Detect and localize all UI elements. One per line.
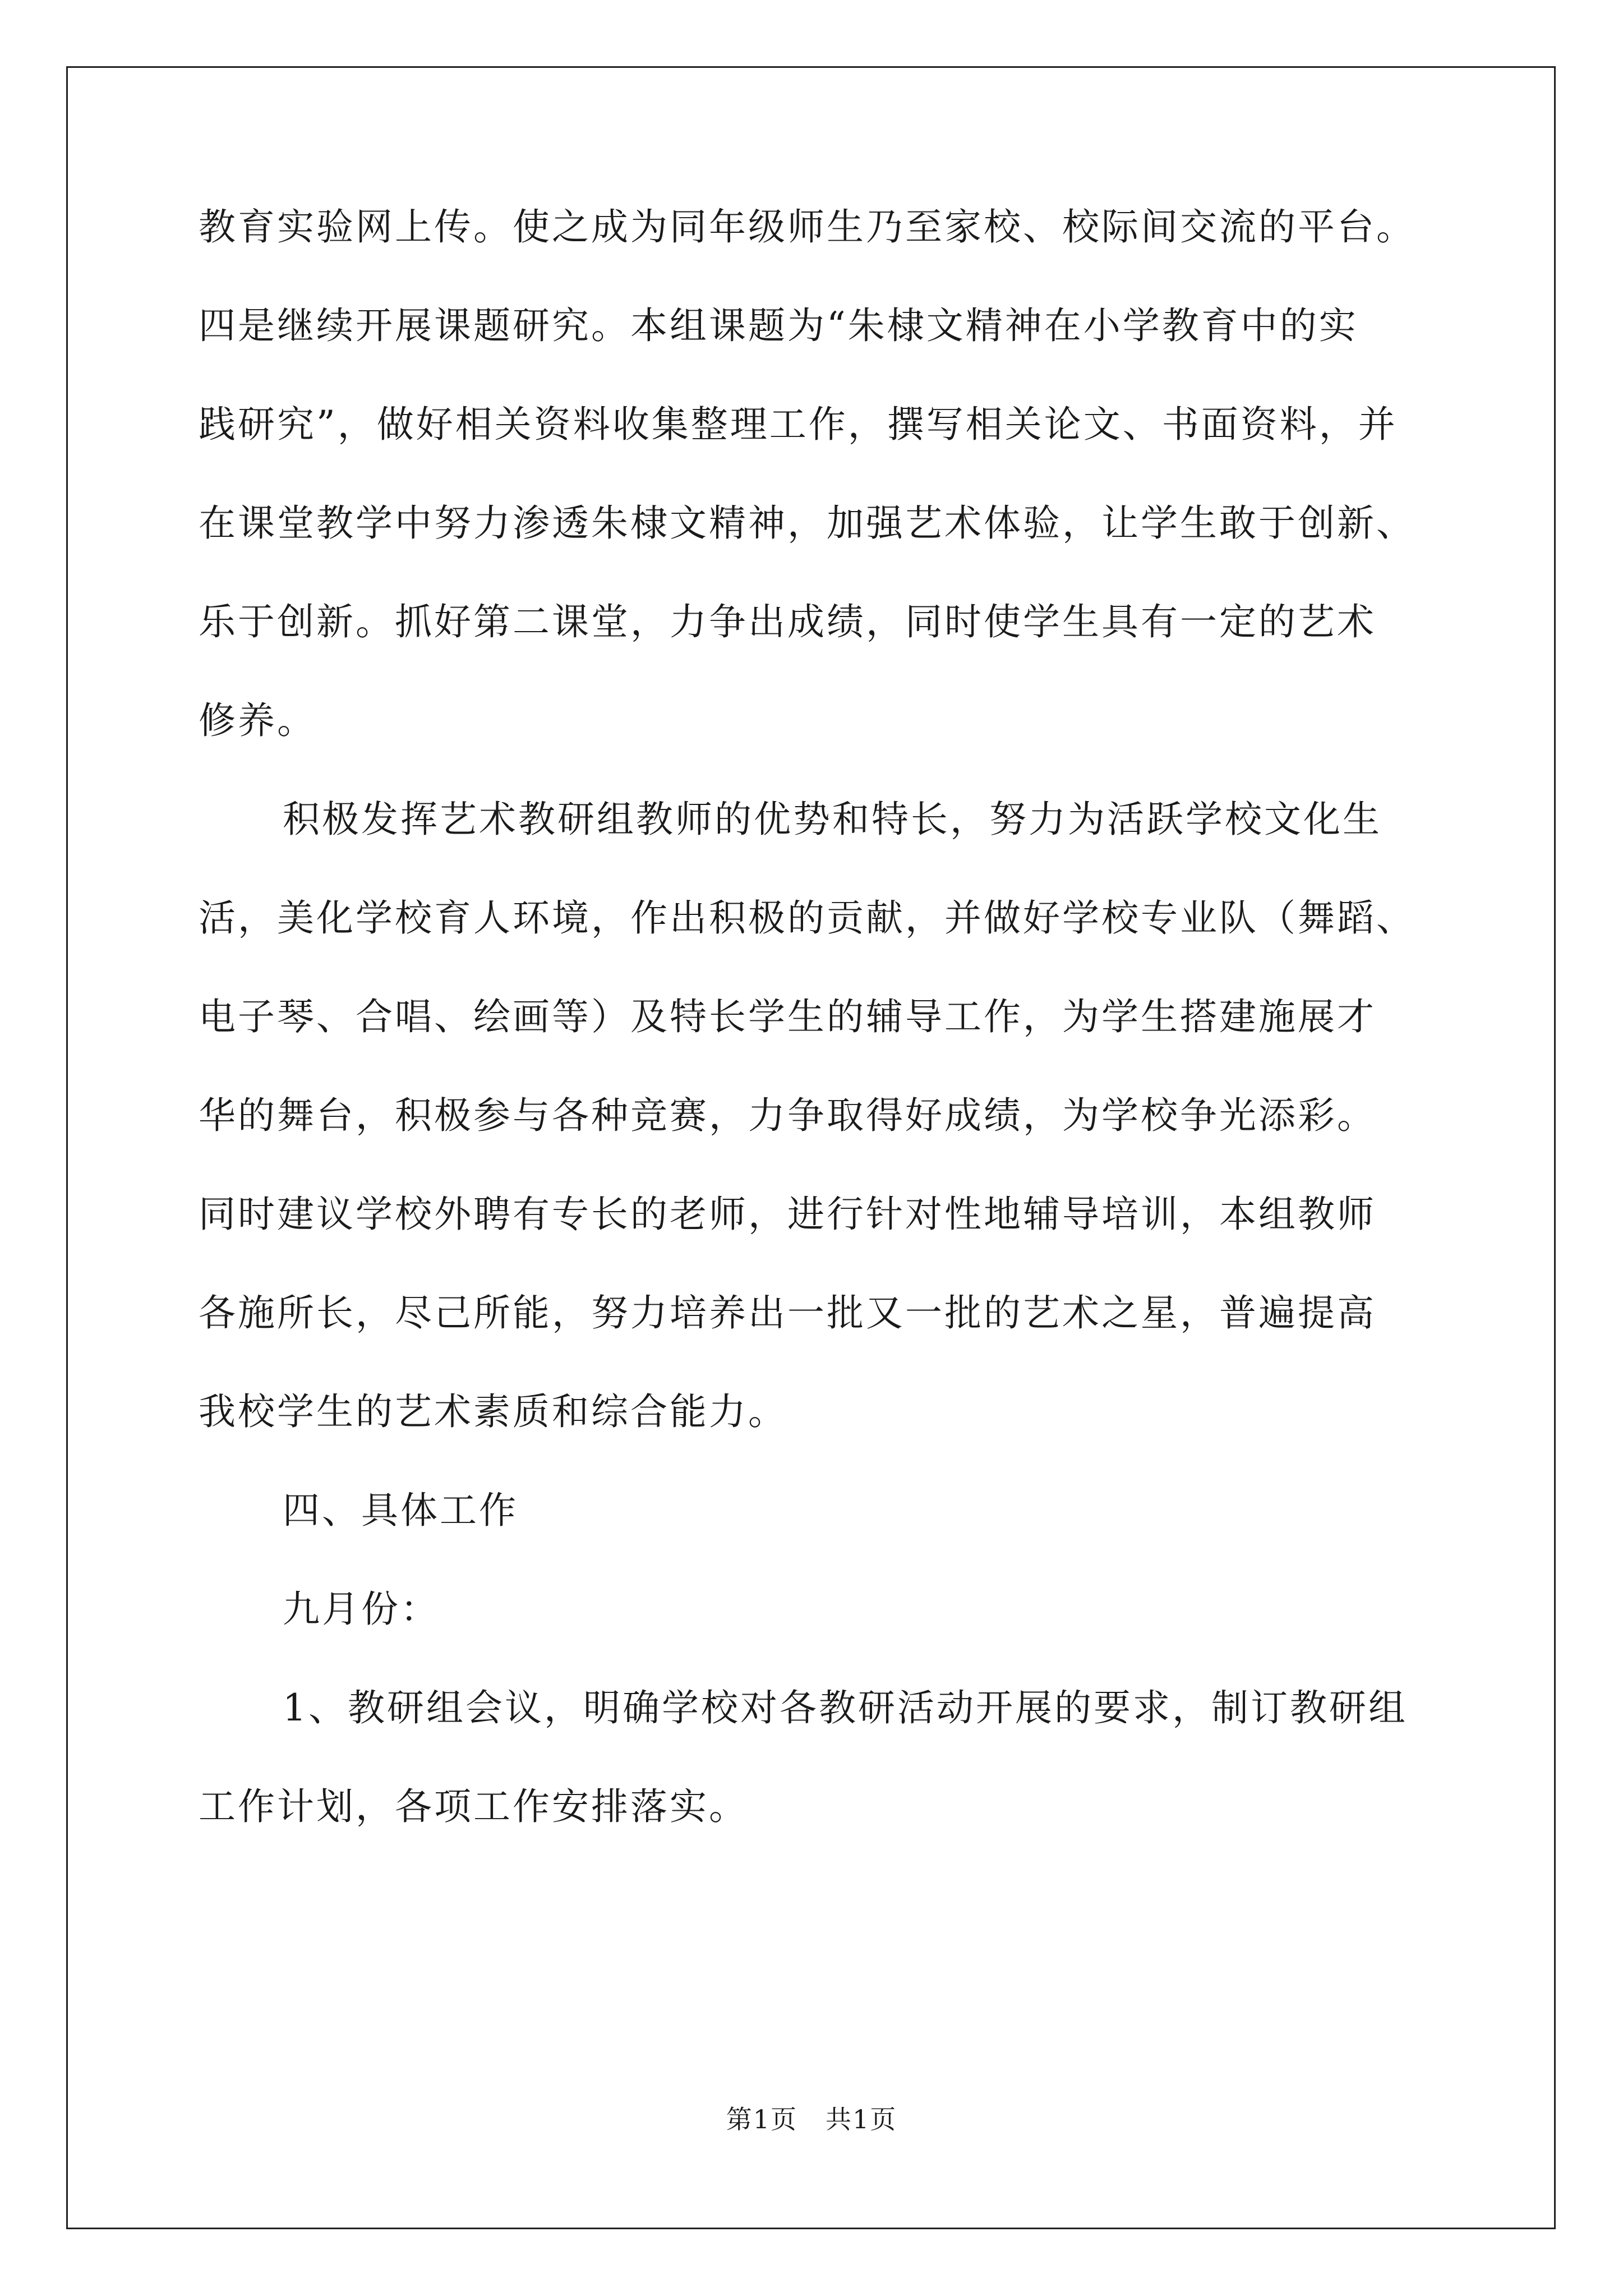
text-line: 教育实验网上传。使之成为同年级师生乃至家校、校际间交流的平台。 <box>199 205 1415 249</box>
page-number: 第1页 <box>726 2104 798 2134</box>
text-line: 在课堂教学中努力渗透朱棣文精神，加强艺术体验，让学生敢于创新、 <box>199 501 1415 545</box>
page-total: 共1页 <box>825 2104 897 2134</box>
text-line: 乐于创新。抓好第二课堂，力争出成绩，同时使学生具有一定的艺术 <box>199 600 1376 643</box>
page-footer <box>0 2102 1623 2136</box>
text-line: 华的舞台，积极参与各种竞赛，力争取得好成绩，为学校争光添彩。 <box>199 1094 1376 1137</box>
text-line: 同时建议学校外聘有专长的老师，进行针对性地辅导培训，本组教师 <box>199 1193 1376 1236</box>
footer-gap <box>797 2104 826 2134</box>
text-line: 各施所长，尽己所能，努力培养出一批又一批的艺术之星，普遍提高 <box>199 1291 1376 1335</box>
text-line: 积极发挥艺术教研组教师的优势和特长，努力为活跃学校文化生 <box>283 798 1382 841</box>
text-line: 工作计划，各项工作安排落实。 <box>199 1785 748 1828</box>
section-heading: 四、具体工作 <box>283 1489 518 1532</box>
document-body <box>199 202 1449 1880</box>
text-line: 1、教研组会议，明确学校对各教研活动开展的要求，制订教研组 <box>283 1686 1408 1729</box>
text-line: 我校学生的艺术素质和综合能力。 <box>199 1390 787 1433</box>
text-line: 四是继续开展课题研究。本组课题为“朱棣文精神在小学教育中的实 <box>199 304 1358 347</box>
text-line: 践研究”，做好相关资料收集整理工作，撰写相关论文、书面资料，并 <box>199 403 1398 446</box>
text-line: 活，美化学校育人环境，作出积极的贡献，并做好学校专业队（舞蹈、 <box>199 896 1415 940</box>
text-line: 电子琴、合唱、绘画等）及特长学生的辅导工作，为学生搭建施展才 <box>199 995 1376 1038</box>
text-line: 修养。 <box>199 699 316 742</box>
month-heading: 九月份： <box>283 1588 440 1631</box>
